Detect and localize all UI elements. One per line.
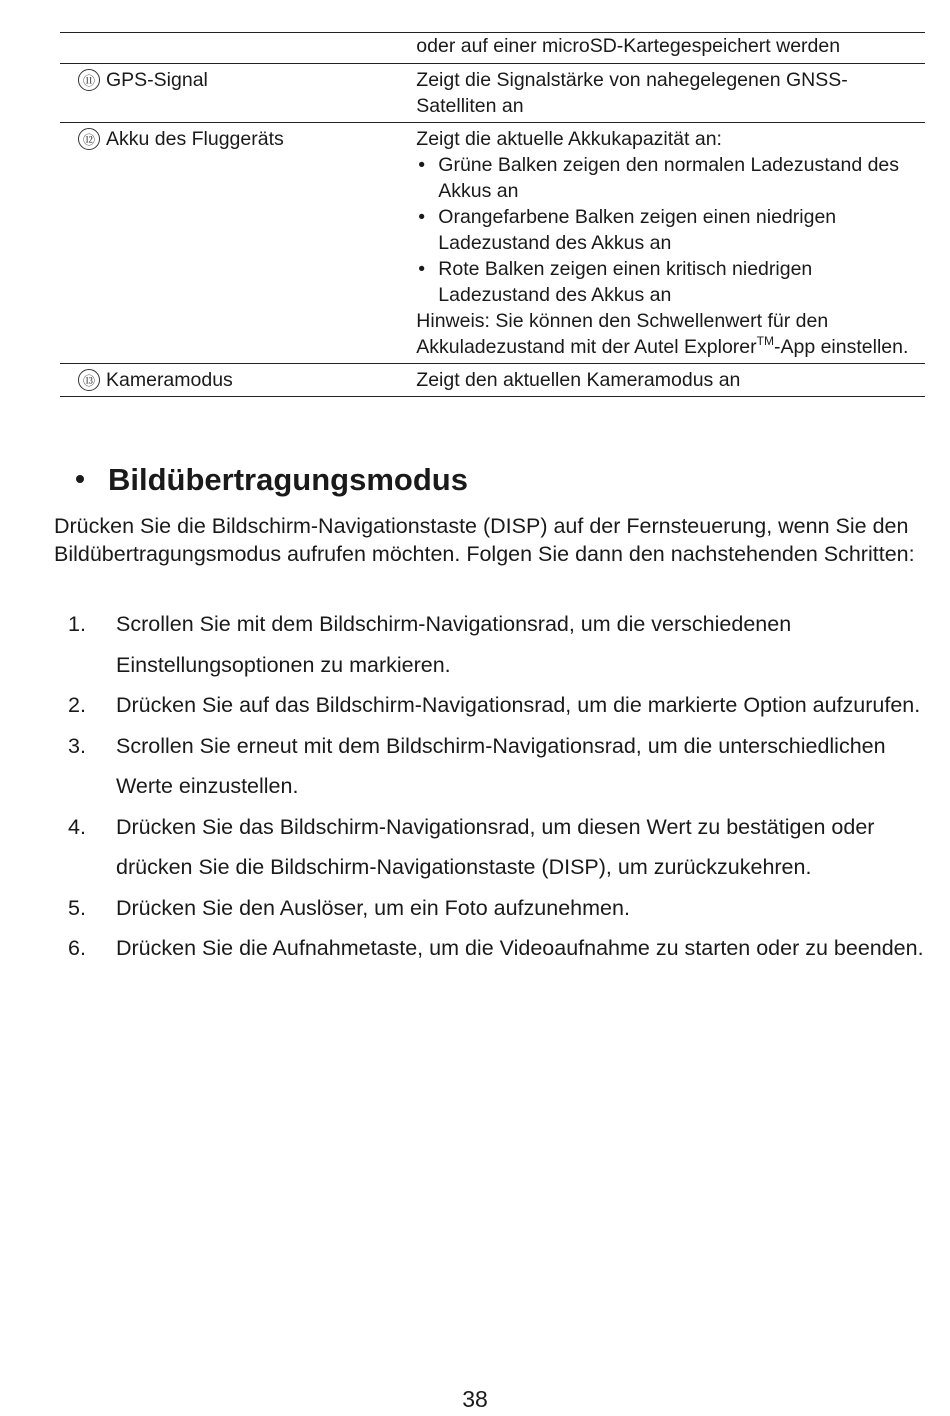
list-item bbox=[54, 807, 924, 888]
battery-description bbox=[416, 123, 925, 364]
trademark-sup: TM bbox=[756, 334, 774, 348]
step-text: Scrollen Sie mit dem Bildschirm-Navigationsrad, um die verschiedenen Einstellungsoptionen zu markieren. bbox=[116, 612, 792, 677]
page-number: 38 bbox=[462, 1386, 488, 1412]
table-cell-description: oder auf einer microSD-Kartegespeichert werden bbox=[416, 35, 841, 57]
step-number: 6. bbox=[68, 936, 86, 960]
battery-note bbox=[416, 308, 925, 360]
list-item: • Grüne Balken zeigen den normalen Ladezustand des Akkus an bbox=[416, 152, 925, 204]
gps-signal-label: GPS-Signal bbox=[106, 69, 208, 91]
step-text: Drücken Sie den Auslöser, um ein Foto aufzunehmen. bbox=[116, 895, 630, 920]
battery-label: Akku des Fluggeräts bbox=[106, 128, 284, 150]
callout-number-13: ⑬ bbox=[78, 369, 100, 391]
indicator-table bbox=[60, 32, 925, 397]
step-number: 5. bbox=[68, 895, 86, 920]
camera-mode-label: Kameramodus bbox=[106, 369, 233, 391]
callout-number-11: ⑪ bbox=[78, 69, 100, 91]
battery-intro: Zeigt die aktuelle Akkukapazität an: bbox=[416, 128, 722, 150]
step-number: 4. bbox=[68, 814, 86, 839]
list-item bbox=[54, 726, 924, 807]
table-row-battery bbox=[60, 123, 925, 364]
step-text: Drücken Sie die Aufnahmetaste, um die Videoaufnahme zu starten oder zu beenden. bbox=[116, 936, 924, 960]
bullet-dot-icon bbox=[76, 475, 84, 483]
steps-list bbox=[54, 604, 924, 969]
step-text: Drücken Sie das Bildschirm-Navigationsrad, um diesen Wert zu bestätigen oder drücken Sie die Bildschirm-Navigationstaste (DISP), um zurückzukehren. bbox=[116, 814, 875, 879]
section-heading bbox=[76, 462, 468, 498]
table-cell-label bbox=[60, 33, 416, 64]
callout-number-12: ⑫ bbox=[78, 128, 100, 150]
table-cell-label bbox=[60, 64, 416, 123]
step-number: 2. bbox=[68, 693, 86, 717]
step-number: 3. bbox=[68, 733, 86, 758]
table-row bbox=[60, 33, 925, 64]
gps-signal-description: Zeigt die Signalstärke von nahegelegenen GNSS-Satelliten an bbox=[416, 69, 848, 117]
list-item bbox=[54, 888, 924, 929]
step-text: Scrollen Sie erneut mit dem Bildschirm-Navigationsrad, um die unterschiedlichen Werte einzustellen. bbox=[116, 733, 886, 798]
step-number: 1. bbox=[68, 612, 86, 636]
step-text: Drücken Sie auf das Bildschirm-Navigationsrad, um die markierte Option aufzurufen. bbox=[116, 693, 921, 717]
battery-bullet-list bbox=[416, 152, 925, 308]
list-item bbox=[54, 604, 924, 685]
table-cell-label bbox=[60, 123, 416, 364]
list-item bbox=[54, 685, 924, 726]
table-cell-label bbox=[60, 364, 416, 397]
section-heading-text: Bildübertragungsmodus bbox=[108, 462, 468, 497]
note-text-end: -App einstellen. bbox=[773, 336, 909, 358]
note-text: Hinweis: Sie können den Schwellenwert für den Akkuladezustand mit der Autel Explorer bbox=[416, 310, 829, 358]
camera-mode-description: Zeigt den aktuellen Kameramodus an bbox=[416, 369, 741, 391]
list-item: • Orangefarbene Balken zeigen einen niedrigen Ladezustand des Akkus an bbox=[416, 204, 925, 256]
list-item: • Rote Balken zeigen einen kritisch niedrigen Ladezustand des Akkus an bbox=[416, 256, 925, 308]
table-row-camera bbox=[60, 364, 925, 397]
table-row-gps bbox=[60, 64, 925, 123]
list-item bbox=[54, 928, 924, 969]
section-intro: Drücken Sie die Bildschirm-Navigationstaste (DISP) auf der Fernsteuerung, wenn Sie den Bildübertragungsmodus aufrufen möchten. Folgen Sie dann den nachstehenden Schritten: bbox=[54, 514, 915, 566]
